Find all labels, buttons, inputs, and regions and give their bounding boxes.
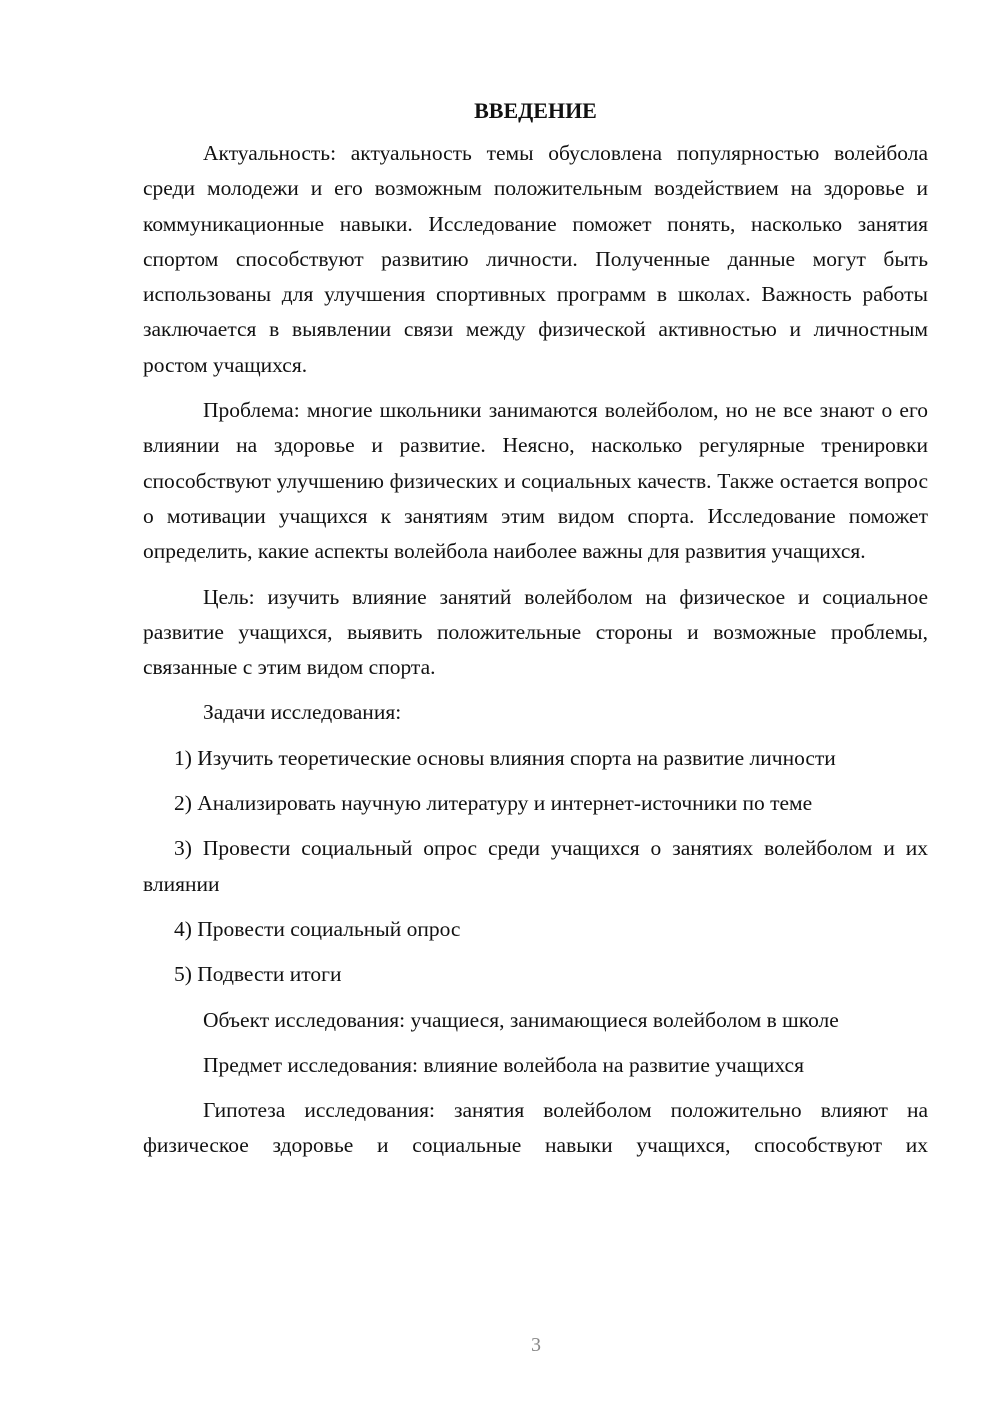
paragraph-relevance: Актуальность: актуальность темы обусловлена популярностью волейбола среди молодежи и его возможным положительным воздействием на здоровье и коммуникационные навыки. Исследование поможет понять, насколько занятия спортом способствуют развитию личности. Полученные данные могут быть использованы для улучшения спортивных программ в школах. Важность работы заключается в выявлении связи между физической активностью и личностным ростом учащихся. [143,141,928,377]
section-heading: ВВЕДЕНИЕ [474,98,597,123]
paragraph-hypothesis: Гипотеза исследования: занятия волейболом положительно влияют на физическое здоровье и социальные навыки учащихся, способствуют их [143,1098,928,1158]
page-number: 3 [531,1334,541,1356]
task-item-5: 5) Подвести итоги [174,962,342,987]
paragraph-subject: Предмет исследования: влияние волейбола на развитие учащихся [203,1052,804,1077]
paragraph-object: Объект исследования: учащиеся, занимающиеся волейболом в школе [203,1007,839,1032]
paragraph-goal: Цель: изучить влияние занятий волейболом на физическое и социальное развитие учащихся, выявить положительные стороны и возможные проблемы, связанные с этим видом спорта. [143,584,928,680]
page-content [143,93,928,1174]
task-item-1: 1) Изучить теоретические основы влияния спорта на развитие личности [174,745,836,770]
task-item-3: 3) Провести социальный опрос среди учащихся о занятиях волейболом и их влиянии [143,836,928,896]
task-item-2: 2) Анализировать научную литературу и интернет-источники по теме [174,791,813,816]
paragraph-problem: Проблема: многие школьники занимаются волейболом, но не все знают о его влиянии на здоровье и развитие. Неясно, насколько регулярные тренировки способствуют улучшению физических и социальных качеств. Также остается вопрос о мотивации учащихся к занятиям этим видом спорта. Исследование поможет определить, какие аспекты волейбола наиболее важны для развития учащихся. [143,398,928,564]
task-item-4: 4) Провести социальный опрос [174,916,461,941]
tasks-title: Задачи исследования: [203,700,402,725]
